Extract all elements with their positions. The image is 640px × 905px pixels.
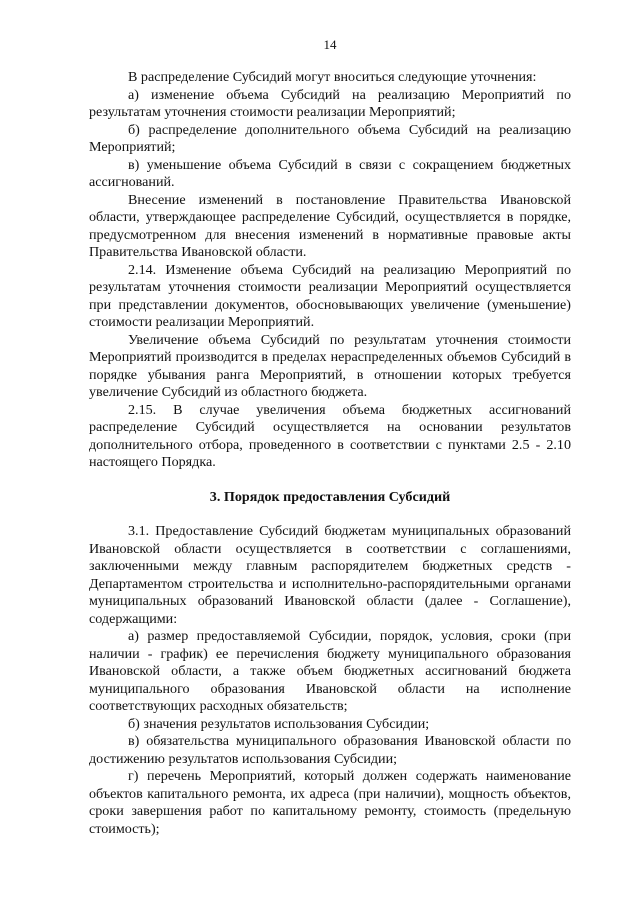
paragraph: г) перечень Мероприятий, который должен содержать наименование объектов капитального ремонта, их адреса (при наличии), мощность объектов, сроки завершения работ по капитальному ремонту, стоимость (предельную стоимость); bbox=[89, 768, 571, 837]
paragraph: в) уменьшение объема Субсидий в связи с сокращением бюджетных ассигнований. bbox=[89, 156, 571, 190]
paragraph: а) размер предоставляемой Субсидии, порядок, условия, сроки (при наличии - график) ее перечисления бюджету муниципального образования Ивановской области, а также объем бюджетных ассигнований бюджета муниципального образования Ивановской области на исполнение соответствующих расходных обязательств; bbox=[89, 628, 571, 714]
paragraph: в) обязательства муниципального образования Ивановской области по достижению результатов использования Субсидии; bbox=[89, 733, 571, 767]
paragraph: Увеличение объема Субсидий по результатам уточнения стоимости Мероприятий производится в пределах нераспределенных объемов Субсидий в порядке убывания ранга Мероприятий, в отношении которых требуется увеличение Субсидий из областного бюджета. bbox=[89, 331, 571, 400]
paragraph: а) изменение объема Субсидий на реализацию Мероприятий по результатам уточнения стоимости реализации Мероприятий; bbox=[89, 86, 571, 120]
document-body bbox=[89, 69, 571, 838]
page-number: 14 bbox=[323, 37, 337, 52]
paragraph: Внесение изменений в постановление Правительства Ивановской области, утверждающее распределение Субсидий, осуществляется в порядке, предусмотренном для внесения изменений в нормативные правовые акты Правительства Ивановской области. bbox=[89, 191, 571, 260]
paragraph: б) распределение дополнительного объема Субсидий на реализацию Мероприятий; bbox=[89, 121, 571, 155]
paragraph: 2.15. В случае увеличения объема бюджетных ассигнований распределение Субсидий осуществляется на основании результатов дополнительного отбора, проведенного в соответствии с пунктами 2.5 - 2.10 настоящего Порядка. bbox=[89, 401, 571, 470]
paragraph: В распределение Субсидий могут вноситься следующие уточнения: bbox=[128, 69, 537, 85]
paragraph: б) значения результатов использования Субсидии; bbox=[128, 715, 430, 732]
paragraph: 2.14. Изменение объема Субсидий на реализацию Мероприятий по результатам уточнения стоимости реализации Мероприятий осуществляется при представлении документов, обосновывающих увеличение (уменьшение) стоимости реализации Мероприятий. bbox=[89, 261, 571, 330]
paragraph: 3.1. Предоставление Субсидий бюджетам муниципальных образований Ивановской области осуществляется в соответствии с соглашениями, заключенными между главным распорядителем бюджетных средств - Департаментом строительства и исполнительно-распорядительными органами муниципальных образований Ивановской области (далее - Соглашение), содержащими: bbox=[89, 523, 571, 627]
section-heading: 3. Порядок предоставления Субсидий bbox=[209, 488, 451, 505]
